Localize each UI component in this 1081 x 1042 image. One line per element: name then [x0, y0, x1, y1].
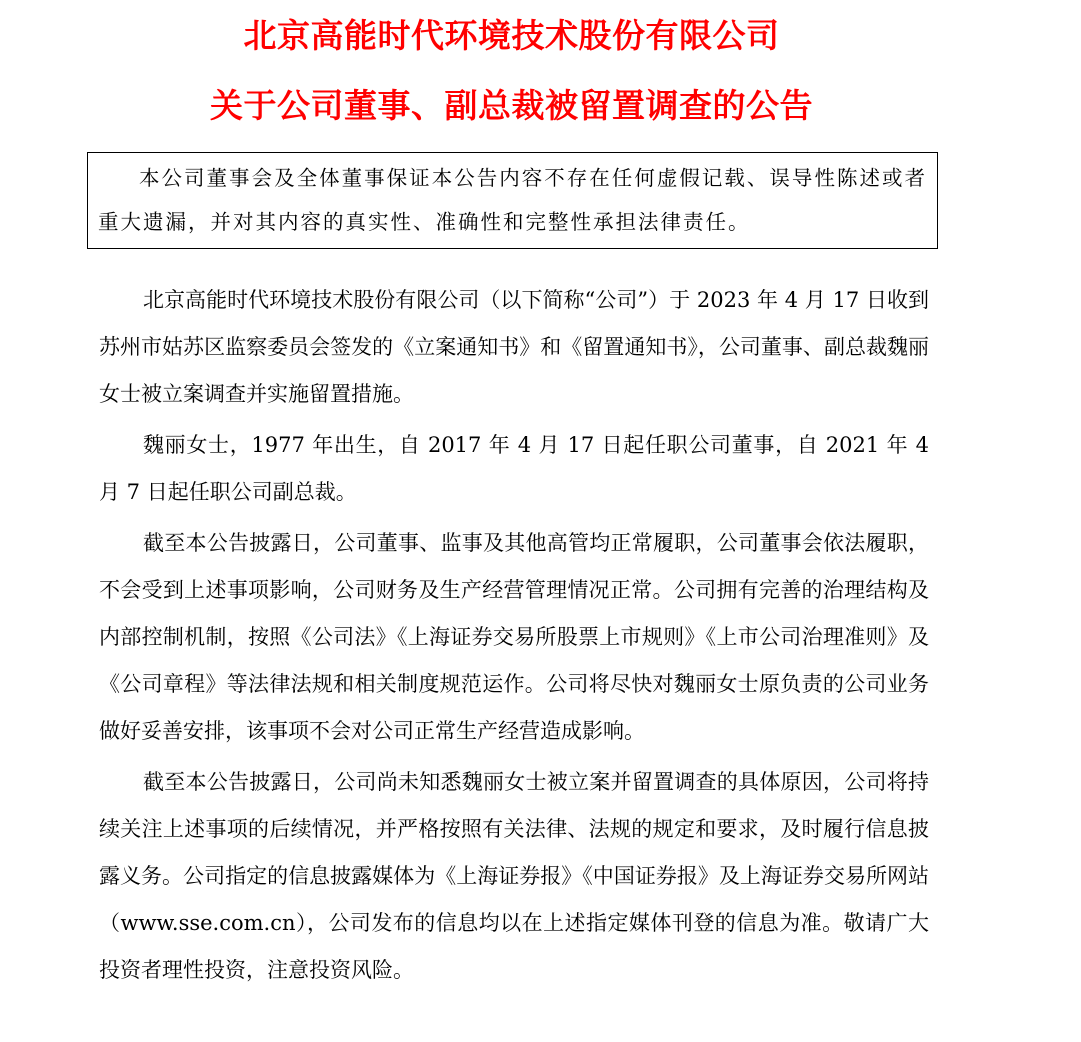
- board-guarantee-statement: 本公司董事会及全体董事保证本公告内容不存在任何虚假记载、误导性陈述或者重大遗漏，并对其内容的真实性、准确性和完整性承担法律责任。: [98, 166, 927, 234]
- paragraph-disclosure-and-risk: 截至本公告披露日，公司尚未知悉魏丽女士被立案并留置调查的具体原因，公司将持续关注上述事项的后续情况，并严格按照有关法律、法规的规定和要求，及时履行信息披露义务。公司指定的信息披露媒体为《上海证券报》《中国证券报》及上海证券交易所网站（www.sse.com.cn），公司发布的信息均以在上述指定媒体刊登的信息为准。敬请广大投资者理性投资，注意投资风险。: [99, 770, 929, 982]
- announcement-body: [99, 277, 929, 998]
- document-title: 北京高能时代环境技术股份有限公司: [243, 16, 780, 55]
- document-subtitle: 关于公司董事、副总裁被留置调查的公告: [210, 86, 813, 125]
- paragraph-operations-status: 截至本公告披露日，公司董事、监事及其他高管均正常履职，公司董事会依法履职，不会受到上述事项影响，公司财务及生产经营管理情况正常。公司拥有完善的治理结构及内部控制机制，按照《公司法》《上海证券交易所股票上市规则》《上市公司治理准则》及《公司章程》等法律法规和相关制度规范运作。公司将尽快对魏丽女士原负责的公司业务做好妥善安排，该事项不会对公司正常生产经营造成影响。: [99, 531, 929, 743]
- board-guarantee-notice-box: [87, 152, 938, 249]
- paragraph-case-filing: 北京高能时代环境技术股份有限公司（以下简称“公司”）于 2023 年 4 月 17 日收到苏州市姑苏区监察委员会签发的《立案通知书》和《留置通知书》，公司董事、副总裁魏丽女士被立案调查并实施留置措施。: [99, 288, 929, 406]
- paragraph-personal-info: 魏丽女士，1977 年出生，自 2017 年 4 月 17 日起任职公司董事，自 2021 年 4 月 7 日起任职公司副总裁。: [99, 433, 929, 504]
